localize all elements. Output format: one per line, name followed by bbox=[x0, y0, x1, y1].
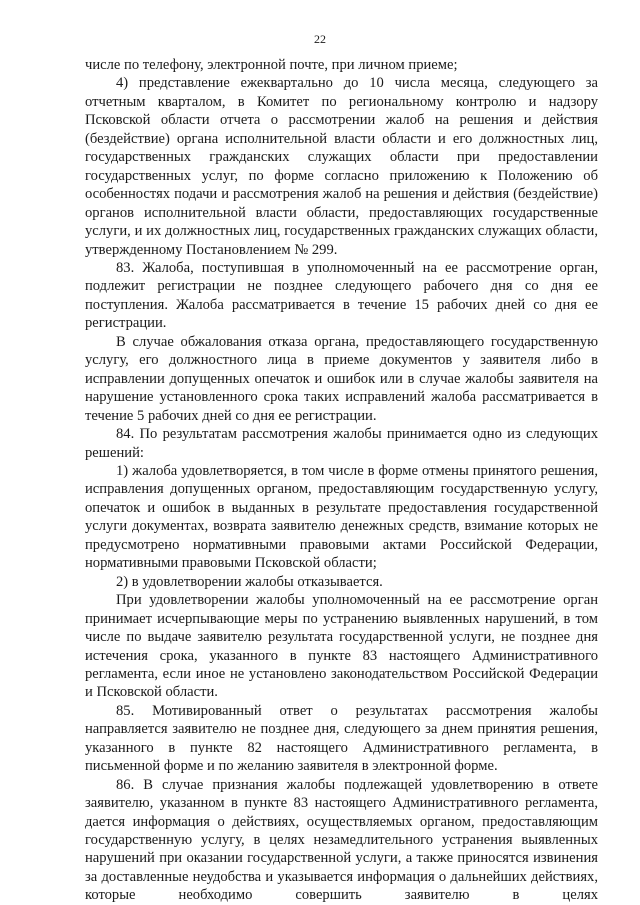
paragraph-84-satisfaction-measures: При удовлетворении жалобы уполномоченный на ее рассмотрение орган принимает исчерпывающие меры по устранению выявленных нарушений, в том числе по выдаче заявителю результата государственной услуги, не позднее дня истечения срока, указанного в пункте 83 настоящего Административного регламента, если иное не установлено законодательством Российской Федерации и Псковской области. bbox=[85, 592, 598, 701]
paragraph-84-decision-2: 2) в удовлетворении жалобы отказывается. bbox=[116, 573, 383, 590]
paragraph-83: 83. Жалоба, поступившая в уполномоченный на ее рассмотрение орган, подлежит регистрации не позднее следующего рабочего дня со дня ее поступления. Жалоба рассматривается в течение 15 рабочих дней со дня ее регистрации. bbox=[85, 259, 598, 332]
paragraph-continuation: числе по телефону, электронной почте, при личном приеме; bbox=[85, 57, 458, 73]
paragraph-86: 86. В случае признания жалобы подлежащей удовлетворению в ответе заявителю, указанном в пункте 83 настоящего Административного регламента, дается информация о действиях, осуществляемых органом, предоставляющим государственную услугу, в целях незамедлительного устранения выявленных нарушений при оказании государственной услуги, а также приносятся извинения за доставленные неудобства и указывается информация о дальнейших действиях, которые необходимо совершить заявителю в целях bbox=[85, 776, 598, 904]
paragraph-84: 84. По результатам рассмотрения жалобы принимается одно из следующих решений: bbox=[85, 426, 598, 461]
page-number: 22 bbox=[314, 32, 326, 46]
paragraph-83-appeal-refusal: В случае обжалования отказа органа, предоставляющего государственную услугу, его должностного лица в приеме документов у заявителя либо в исправлении допущенных опечаток и ошибок или в случае жалобы заявителя на нарушение установленного срока таких исправлений жалоба рассматривается в течение 5 рабочих дней со дня ее регистрации. bbox=[85, 333, 598, 424]
paragraph-84-decision-1: 1) жалоба удовлетворяется, в том числе в форме отмены принятого решения, исправления допущенных органом, предоставляющим государственную услугу, опечаток и ошибок в выданных в результате предоставления государственной услуги документах, возврата заявителю денежных средств, взимание которых не предусмотрено нормативными правовыми актами Российской Федерации, нормативными правовыми Псковской области; bbox=[85, 462, 598, 572]
document-body bbox=[85, 56, 598, 905]
paragraph-item-4: 4) представление ежеквартально до 10 числа месяца, следующего за отчетным кварталом, в Комитет по региональному контролю и надзору Псковской области отчета о рассмотрении жалоб на решения и действия (бездействие) органа исполнительной власти области и его должностных лиц, государственных гражданских служащих области при предоставлении государственных услуг, по форме согласно приложению к Положению об особенностях подачи и рассмотрения жалоб на решения и действия (бездействие) органов исполнительной власти области, предоставляющих государственные услуги, и их должностных лиц, государственных гражданских служащих области, утвержденному Постановлением № 299. bbox=[85, 75, 598, 258]
paragraph-85: 85. Мотивированный ответ о результатах рассмотрения жалобы направляется заявителю не позднее дня, следующего за днем принятия решения, указанного в пункте 82 настоящего Административного регламента, в письменной форме и по желанию заявителя в электронной форме. bbox=[85, 702, 598, 775]
